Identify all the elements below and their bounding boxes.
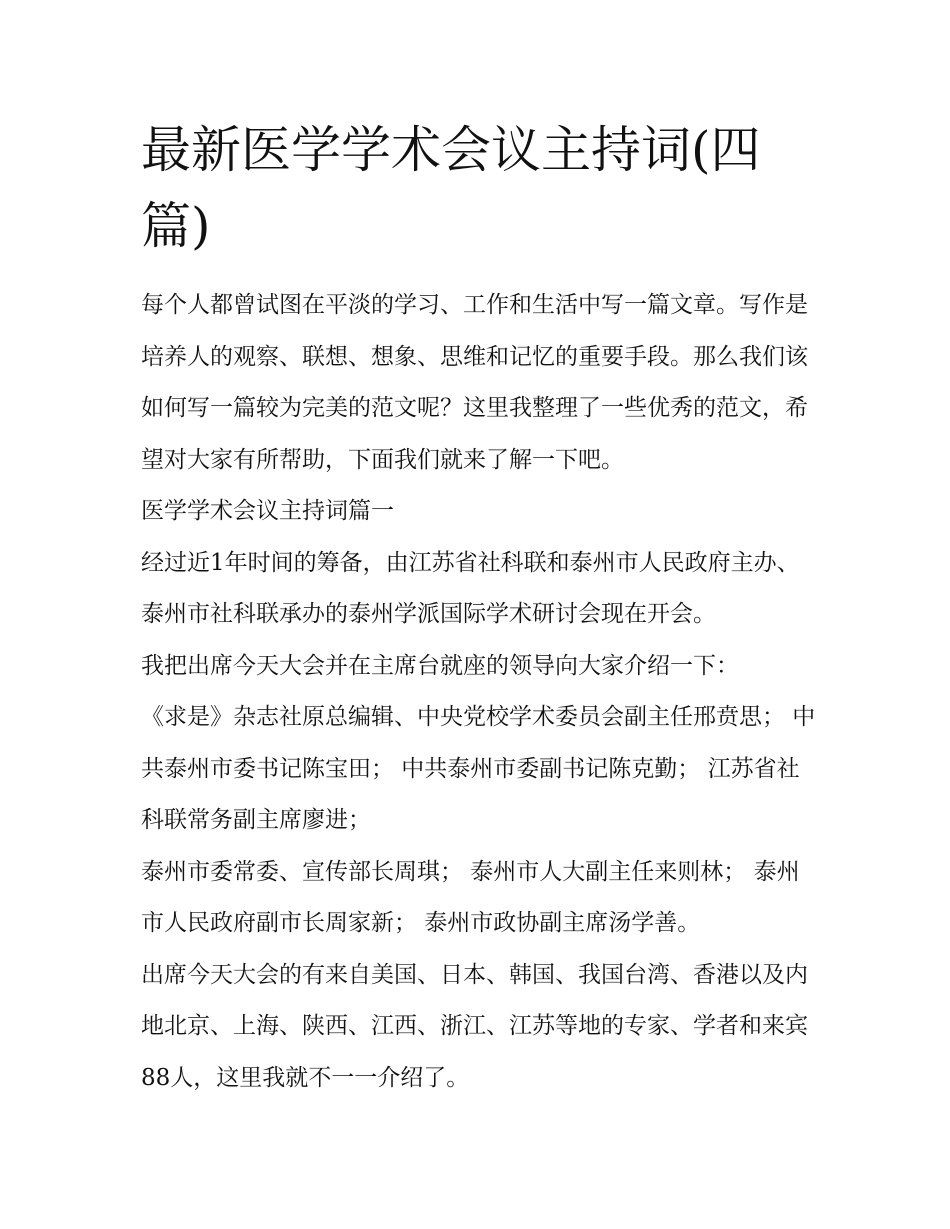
paragraph-leader-list-2: 泰州市委常委、宣传部长周琪； 泰州市人大副主任来则林； 泰州市人民政府副市长周家新； 泰州市政协副主席汤学善。 [141, 858, 800, 936]
paragraph-introduce-leaders: 我把出席今天大会并在主席台就座的领导向大家介绍一下： [141, 652, 739, 679]
paragraph-leader-list-1: 《求是》杂志社原总编辑、中央党校学术委员会副主任邢贲思； 中共泰州市委书记陈宝田； 中共泰州市委副书记陈克勤； 江苏省社科联常务副主席廖进； [141, 704, 816, 833]
document-title: 最新医学学术会议主持词(四篇) [141, 121, 761, 255]
paragraph-opening: 经过近1年时间的筹备，由江苏省社科联和泰州市人民政府主办、泰州市社科联承办的泰州学派国际学术研讨会现在开会。 [141, 549, 800, 627]
document-body [141, 280, 821, 1104]
section-heading: 医学学术会议主持词篇一 [141, 498, 394, 524]
paragraph-guests: 出席今天大会的有来自美国、日本、韩国、我国台湾、香港以及内地北京、上海、陕西、江西、浙江、江苏等地的专家、学者和来宾88人，这里我就不一一介绍了。 [141, 961, 808, 1091]
intro-paragraph: 每个人都曾试图在平淡的学习、工作和生活中写一篇文章。写作是培养人的观察、联想、想象、思维和记忆的重要手段。那么我们该如何写一篇较为完美的范文呢？这里我整理了一些优秀的范文，希望对大家有所帮助，下面我们就来了解一下吧。 [141, 292, 808, 473]
